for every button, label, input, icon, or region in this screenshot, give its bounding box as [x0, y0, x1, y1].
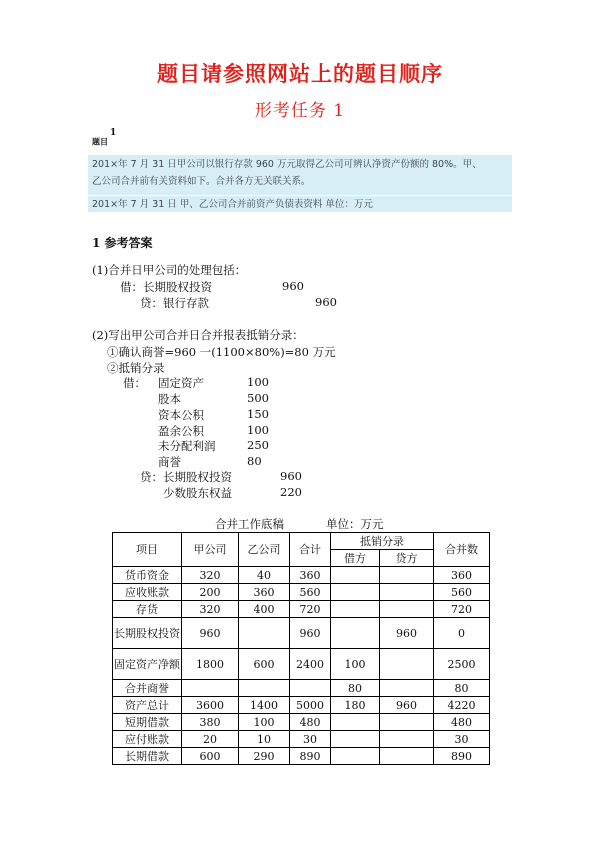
- cell-total: 2400: [290, 649, 331, 680]
- header-item: 项目: [113, 533, 182, 567]
- cell-debit: 100: [331, 649, 380, 680]
- worksheet-unit: 单位：万元: [326, 517, 384, 531]
- header-consolidated: 合并数: [434, 533, 490, 567]
- p1-credit-label: 贷：银行存款: [140, 296, 209, 310]
- table-row: [113, 649, 490, 680]
- cell-credit: [380, 731, 434, 748]
- header-yi: 乙公司: [239, 533, 290, 567]
- goodwill-line: ①确认商誉=960 一(1100×80%)=80 万元: [107, 345, 336, 359]
- table-row: [113, 567, 490, 584]
- cell-credit: [380, 584, 434, 601]
- table-row: [113, 748, 490, 765]
- cell-cons: 80: [434, 680, 490, 697]
- cell-total: 720: [290, 601, 331, 618]
- question-number: 1: [110, 128, 117, 138]
- cell-cons: 890: [434, 748, 490, 765]
- cell-credit: [380, 649, 434, 680]
- cell-jia: 20: [182, 731, 239, 748]
- debit-item-amount: 250: [247, 438, 269, 452]
- cell-credit: 960: [380, 618, 434, 649]
- part1-title: (1)合并日甲公司的处理包括：: [92, 263, 247, 277]
- cell-cons: 720: [434, 601, 490, 618]
- cell-credit: [380, 748, 434, 765]
- cell-cons: 4220: [434, 697, 490, 714]
- cell-jia: 320: [182, 567, 239, 584]
- cell-total: 480: [290, 714, 331, 731]
- cell-jia: [182, 680, 239, 697]
- cell-jia: 600: [182, 748, 239, 765]
- cell-item: 存货: [113, 601, 182, 618]
- cell-debit: [331, 748, 380, 765]
- cell-jia: 3600: [182, 697, 239, 714]
- debit-item-label: 股本: [158, 392, 181, 406]
- cell-jia: 320: [182, 601, 239, 618]
- p1-debit-label: 借：长期股权投资: [120, 280, 212, 294]
- cell-yi: [239, 680, 290, 697]
- cell-cons: 360: [434, 567, 490, 584]
- cell-yi: 290: [239, 748, 290, 765]
- cell-credit: [380, 714, 434, 731]
- cell-total: 5000: [290, 697, 331, 714]
- answer-heading: 1 参考答案: [92, 236, 153, 250]
- debit-item-amount: 100: [247, 375, 269, 389]
- debit-item-label: 商誉: [158, 455, 181, 469]
- p1-debit-amount: 960: [282, 279, 304, 293]
- consolidation-worksheet-table: [112, 532, 490, 765]
- debit-item-amount: 100: [247, 423, 269, 437]
- cell-yi: 10: [239, 731, 290, 748]
- cell-debit: [331, 618, 380, 649]
- cell-yi: 360: [239, 584, 290, 601]
- cell-debit: [331, 601, 380, 618]
- cell-item: 固定资产净额: [113, 649, 182, 680]
- table-row: [113, 618, 490, 649]
- cell-jia: 200: [182, 584, 239, 601]
- cell-cons: 2500: [434, 649, 490, 680]
- header-total: 合计: [290, 533, 331, 567]
- debit-item-amount: 80: [247, 454, 262, 468]
- table-row: [113, 731, 490, 748]
- cell-debit: [331, 731, 380, 748]
- cell-item: 货币资金: [113, 567, 182, 584]
- cell-total: 560: [290, 584, 331, 601]
- worksheet-title: 合并工作底稿: [215, 517, 284, 531]
- cell-total: 960: [290, 618, 331, 649]
- credit-item-amount: 960: [280, 469, 302, 483]
- debit-prefix: 借：: [123, 376, 146, 390]
- cell-cons: 30: [434, 731, 490, 748]
- debit-item-label: 盈余公积: [158, 424, 204, 438]
- cell-jia: 960: [182, 618, 239, 649]
- cell-total: 890: [290, 748, 331, 765]
- question-text-line2: 乙公司合并前有关资料如下。合并各方无关联关系。: [92, 176, 311, 187]
- table-row: [113, 584, 490, 601]
- credit-item-label: 少数股东权益: [163, 486, 232, 500]
- cell-credit: 960: [380, 697, 434, 714]
- question-label: [92, 128, 117, 148]
- cell-debit: [331, 584, 380, 601]
- elim-title: ②抵销分录: [107, 361, 165, 375]
- question-text-line3: 201×年 7 月 31 日 甲、乙公司合并前资产负债表资料 单位：万元: [92, 199, 373, 210]
- table-row: [113, 714, 490, 731]
- cell-credit: [380, 680, 434, 697]
- question-text-line1: 201×年 7 月 31 日甲公司以银行存款 960 万元取得乙公司可辨认净资产份额的 80%。甲、: [92, 159, 482, 170]
- cell-total: [290, 680, 331, 697]
- cell-yi: 600: [239, 649, 290, 680]
- cell-cons: 560: [434, 584, 490, 601]
- cell-item: 应付账款: [113, 731, 182, 748]
- p1-credit-amount: 960: [315, 295, 337, 309]
- cell-cons: 0: [434, 618, 490, 649]
- cell-item: 资产总计: [113, 697, 182, 714]
- credit-item-amount: 220: [280, 485, 302, 499]
- cell-yi: 400: [239, 601, 290, 618]
- cell-yi: [239, 618, 290, 649]
- cell-item: 长期股权投资: [113, 618, 182, 649]
- question-label-text: 题目: [92, 136, 108, 147]
- cell-credit: [380, 601, 434, 618]
- header-jia: 甲公司: [182, 533, 239, 567]
- cell-credit: [380, 567, 434, 584]
- header-credit: 贷方: [380, 550, 434, 567]
- cell-yi: 100: [239, 714, 290, 731]
- main-title: 题目请参照网站上的题目顺序: [157, 61, 443, 86]
- debit-item-amount: 500: [247, 391, 269, 405]
- table-row: [113, 697, 490, 714]
- cell-jia: 1800: [182, 649, 239, 680]
- cell-debit: 180: [331, 697, 380, 714]
- header-elimination: 抵销分录: [331, 533, 434, 550]
- cell-debit: [331, 567, 380, 584]
- worksheet-caption: [215, 516, 426, 532]
- credit-item-label: 贷：长期股权投资: [140, 470, 232, 484]
- cell-item: 合并商誉: [113, 680, 182, 697]
- header-debit: 借方: [331, 550, 380, 567]
- cell-debit: 80: [331, 680, 380, 697]
- table-row: [113, 680, 490, 697]
- cell-item: 短期借款: [113, 714, 182, 731]
- debit-item-label: 资本公积: [158, 408, 204, 422]
- cell-item: 长期借款: [113, 748, 182, 765]
- debit-item-amount: 150: [247, 407, 269, 421]
- part2-title: (2)写出甲公司合并日合并报表抵销分录：: [92, 328, 304, 342]
- debit-item-label: 固定资产: [158, 376, 204, 390]
- table-row: [113, 601, 490, 618]
- cell-cons: 480: [434, 714, 490, 731]
- cell-item: 应收账款: [113, 584, 182, 601]
- cell-debit: [331, 714, 380, 731]
- cell-total: 30: [290, 731, 331, 748]
- task-subtitle: 形考任务 1: [254, 101, 346, 121]
- cell-jia: 380: [182, 714, 239, 731]
- cell-yi: 40: [239, 567, 290, 584]
- cell-total: 360: [290, 567, 331, 584]
- cell-yi: 1400: [239, 697, 290, 714]
- debit-item-label: 未分配利润: [158, 439, 216, 453]
